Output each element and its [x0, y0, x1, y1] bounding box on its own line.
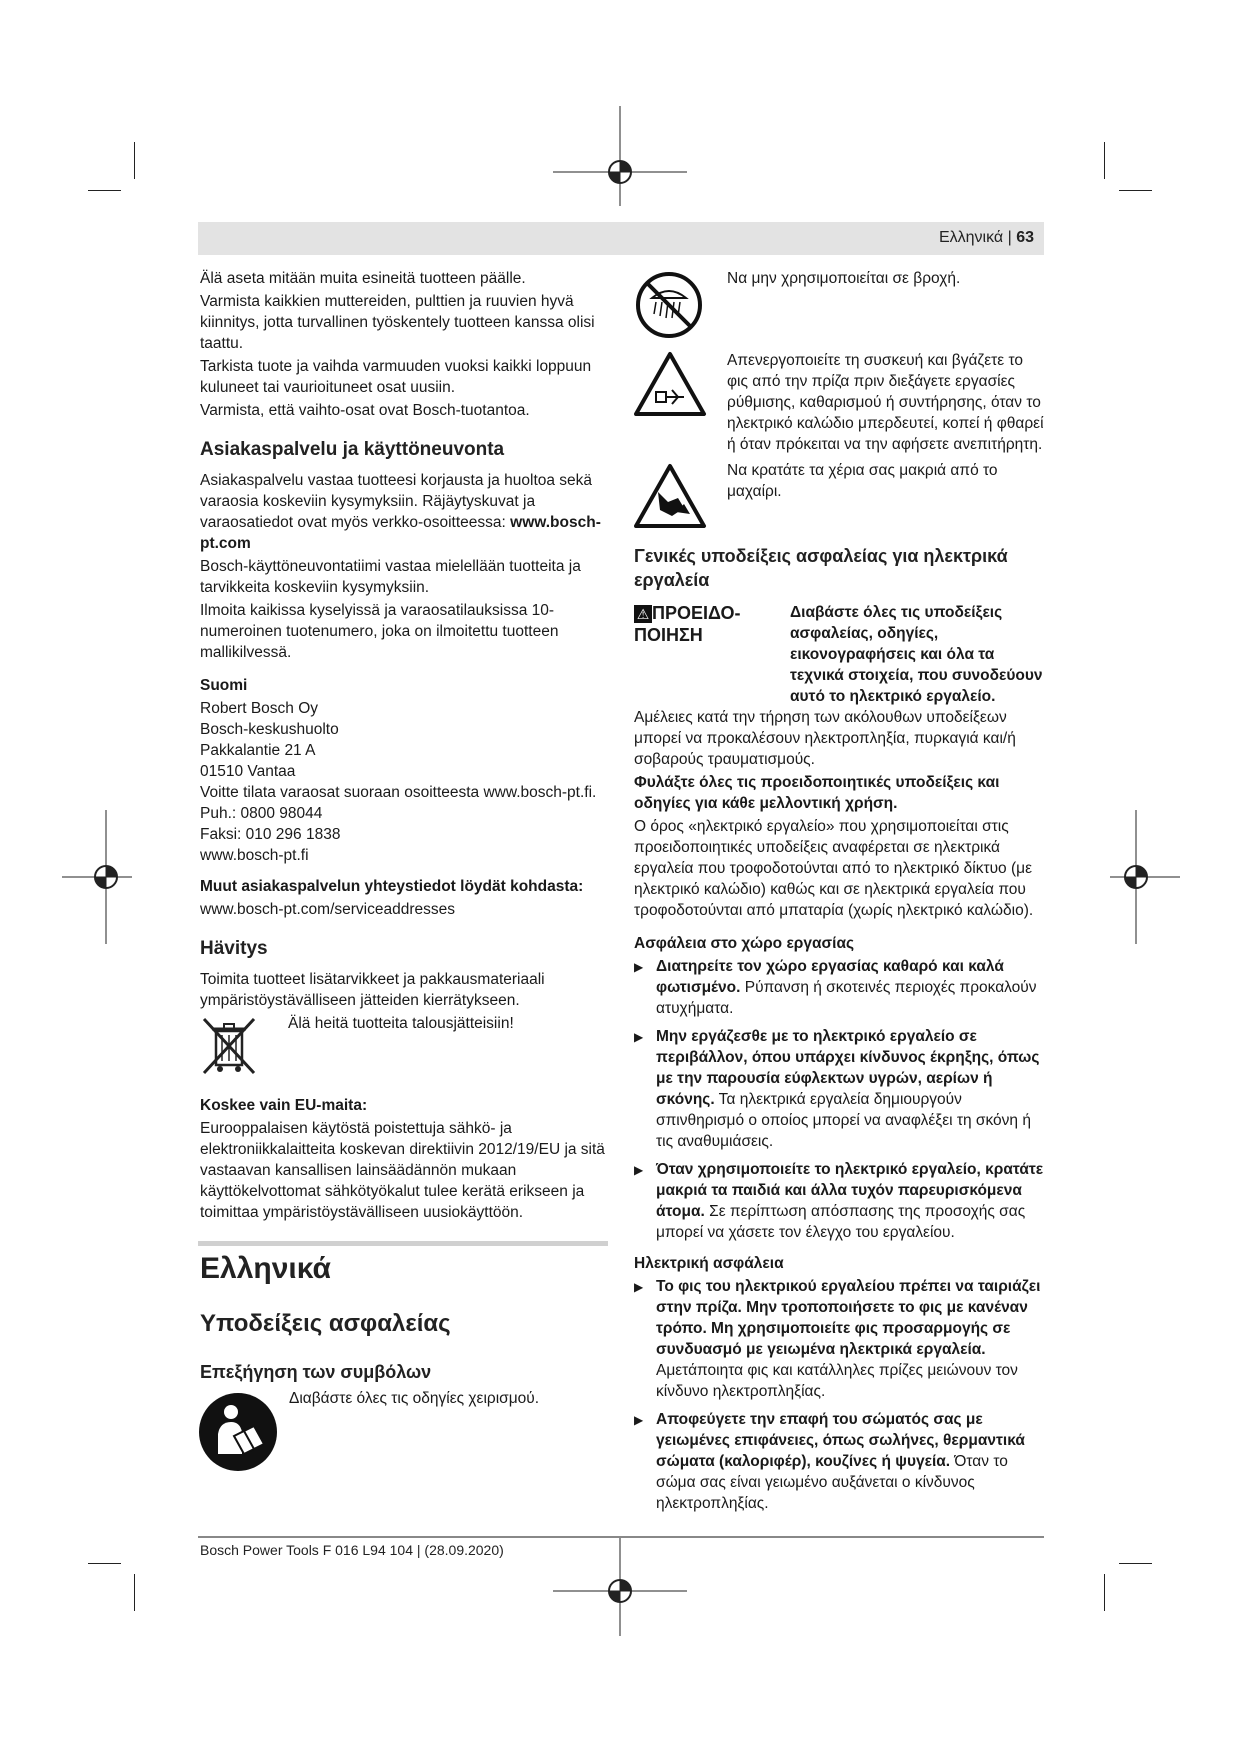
crop-mark — [1119, 190, 1152, 191]
unplug-text-part1 — [727, 350, 1047, 455]
warning-triangle-icon: ⚠ — [634, 605, 652, 623]
service-paragraph: Bosch-käyttöneuvontatiimi vastaa mielellään tuotteita ja tarvikkeita koskeviin kysymyksiin. — [200, 558, 581, 596]
read-manual-text: Διαβάστε όλες τις οδηγίες χειρισμού. — [289, 1390, 540, 1407]
crop-mark — [1104, 1574, 1105, 1611]
item-text: Αμετάποιητα φις και κατάλληλες πρίζες μειώνουν τον κίνδυνο ηλεκτροπληξίας. — [656, 1362, 1018, 1400]
symbols-title: Επεξήγηση των συμβόλων — [200, 1362, 432, 1382]
country-heading: Suomi — [200, 677, 248, 694]
address-line: Robert Bosch Oy — [200, 700, 319, 717]
service-url[interactable]: www.bosch-pt.com — [200, 514, 601, 552]
warning-text: Αμέλειες κατά την τήρηση των ακόλουθων υποδείξεων μπορεί να προκαλέσουν ηλεκτροπληξία, πυρκαγιά και/ή σοβαρούς τραυματισμούς. — [634, 709, 1016, 768]
section-rule — [198, 1241, 608, 1246]
workplace-heading: Ασφάλεια στο χώρο εργασίας — [634, 935, 855, 952]
disposal-bin-text: Älä heitä tuotteita talousjätteisiin! — [288, 1015, 514, 1032]
item-bold: Μην εργάζεσθε με το ηλεκτρικό εργαλείο σε περιβάλλον, όπου υπάρχει κίνδυνος έκρηξης, όπως με την παρουσία εύφλεκτων υγρών, αερίων ή σκόνης. — [656, 1028, 1040, 1108]
language-title: Ελληνικά — [200, 1252, 331, 1285]
address-line: 01510 Vantaa — [200, 763, 296, 780]
keep-instructions-bold: Φυλάξτε όλες τις προειδοποιητικές υποδείξεις και οδηγίες για κάθε μελλοντική χρήση. — [634, 774, 1000, 812]
item-text: Ρύπανση ή σκοτεινές περιοχές προκαλούν ατυχήματα. — [656, 979, 1037, 1017]
address-line: Pakkalantie 21 A — [200, 742, 316, 759]
intro-paragraph: Varmista, että vaihto-osat ovat Bosch-tuotantoa. — [200, 402, 530, 419]
address-block — [200, 698, 610, 866]
crossed-bin-icon — [200, 1015, 258, 1077]
crop-mark — [1119, 1563, 1152, 1564]
disposal-heading: Hävitys — [200, 938, 268, 959]
warning-bold-text: Διαβάστε όλες τις υποδείξεις ασφαλείας, οδηγίες, εικονογραφήσεις και όλα τα τεχνικά στοιχεία, που συνοδεύουν αυτό το ηλεκτρικό εργαλείο. — [790, 604, 1043, 705]
hands-away-text: Να κρατάτε τα χέρια σας μακριά από το μαχαίρι. — [727, 462, 998, 500]
item-bold: Το φις του ηλεκτρικού εργαλείου πρέπει να ταιριάζει στην πρίζα. Μην τροποποιήσετε το φις με κανέναν τρόπο. Μη χρησιμοποιείτε φις προσαρμογής σε συνδυασμό με γειωμένα ηλεκτρικά εργαλεία. — [656, 1278, 1041, 1358]
page-number: 63 — [1016, 229, 1034, 246]
service-text: Asiakaspalvelu vastaa tuotteesi korjausta ja huoltoa sekä varaosia koskeviin kysymyksiin. Räjäytyskuvat ja varaosatiedot ovat myös verkko-osoitteessa: — [200, 472, 593, 531]
warning-label — [634, 602, 774, 646]
list-item — [634, 1276, 1048, 1402]
address-line: Faksi: 010 296 1838 — [200, 826, 341, 843]
header-label: Ελληνικά | 63 — [938, 229, 1034, 246]
header-language: Ελληνικά — [938, 229, 1004, 246]
item-bold: Διατηρείτε τον χώρο εργασίας καθαρό και καλά φωτισμένο. — [656, 958, 1004, 996]
item-text: Όταν το σώμα σας είναι γειωμένο αυξάνεται ο κίνδυνος ηλεκτροπληξίας. — [656, 1453, 1008, 1512]
electrical-list — [634, 1276, 1048, 1514]
safety-title: Υποδείξεις ασφαλείας — [200, 1310, 451, 1337]
crop-mark — [1104, 142, 1105, 179]
footer-text: Bosch Power Tools F 016 L94 104 | (28.09.2020) — [200, 1542, 504, 1558]
read-manual-icon — [198, 1392, 278, 1472]
service-heading: Asiakaspalvelu ja käyttöneuvonta — [200, 439, 505, 460]
list-item — [634, 1159, 1048, 1243]
registration-mark-icon — [553, 106, 687, 206]
disposal-bin-row — [200, 1013, 610, 1083]
term-paragraph: Ο όρος «ηλεκτρικό εργαλείο» που χρησιμοποιείται στις προειδοποιητικές υποδείξεις αναφέρεται σε ηλεκτρικά εργαλεία που τροφοδοτούνται από το ηλεκτρικό δίκτυο (με ηλεκτρικό καλώδιο) καθώς και σε ηλεκτρικά εργαλεία που τροφοδοτούνται από μπαταρία (χωρίς ηλεκτρικό καλώδιο). — [634, 818, 1034, 919]
unplug-warning-icon — [632, 350, 708, 418]
right-column — [634, 544, 1048, 1521]
intro-paragraph: Tarkista tuote ja vaihda varmuuden vuoksi kaikki loppuun kuluneet tai vaurioituneet osat uusiin. — [200, 358, 592, 396]
list-item — [634, 1409, 1048, 1514]
hands-away-warning-icon — [632, 462, 708, 530]
disposal-paragraph: Toimita tuotteet lisätarvikkeet ja pakkausmateriaali ympäristöystävälliseen jätteiden kierrätykseen. — [200, 971, 545, 1009]
address-line[interactable]: www.bosch-pt.fi — [200, 847, 309, 864]
intro-paragraph: Varmista kaikkien muttereiden, pulttien ja ruuvien hyvä kiinnitys, jotta turvallinen työskentely tuotteen kanssa olisi taattu. — [200, 293, 595, 352]
unplug-text: Απενεργοποιείτε τη συσκευή και βγάζετε το φις από την πρίζα πριν διεξάγετε εργασίες ρύθμισης, καθαρισμού ή συντήρησης, όταν το ηλεκτρικό καλώδιο μπερδευτεί, κοπεί ή φθαρεί ή όταν πρόκειται να την αφήσετε ανεπιτήρητη. — [727, 352, 1044, 453]
crop-mark — [88, 190, 121, 191]
address-line: Bosch-keskushuolto — [200, 721, 339, 738]
more-contacts-url[interactable]: www.bosch-pt.com/serviceaddresses — [200, 901, 455, 918]
footer-rule — [198, 1536, 1044, 1538]
registration-mark-icon — [553, 1536, 687, 1636]
eu-label: Koskee vain EU-maita: — [200, 1097, 368, 1114]
address-line: Puh.: 0800 98044 — [200, 805, 323, 822]
eu-paragraph: Eurooppalaisen käytöstä poistettuja sähkö- ja elektroniikkalaitteita koskevan direktiivin 2012/19/EU ja sitä vastaavan kansallisen lainsäädännön mukaan käyttökelvottomat sähkötyökalut tulee kerätä erikseen ja toimittaa ympäristöystävälliseen uusiokäyttöön. — [200, 1120, 605, 1221]
registration-mark-icon — [1110, 810, 1180, 944]
crop-mark — [134, 142, 135, 179]
list-item — [634, 1026, 1048, 1152]
service-paragraph — [200, 470, 610, 554]
crop-mark — [134, 1574, 135, 1611]
list-item — [634, 956, 1048, 1019]
registration-mark-icon — [62, 810, 132, 944]
electrical-heading: Ηλεκτρική ασφάλεια — [634, 1255, 784, 1272]
no-rain-icon — [634, 270, 704, 340]
item-bold: Όταν χρησιμοποιείτε το ηλεκτρικό εργαλείο, κρατάτε μακριά τα παιδιά και άλλα τυχόν παρευρισκόμενα άτομα. — [656, 1161, 1044, 1220]
left-column — [200, 268, 610, 1225]
page-header — [198, 222, 1044, 255]
address-line: Voitte tilata varaosat suoraan osoitteesta www.bosch-pt.fi. — [200, 784, 597, 801]
crop-mark — [88, 1563, 121, 1564]
warning-label-text: ΠΡΟΕΙΔΟ-ΠΟΙΗΣΗ — [634, 603, 741, 645]
service-paragraph: Ilmoita kaikissa kyselyissä ja varaosatilauksissa 10-numeroinen tuotenumero, joka on ilmoitettu tuotteen mallikilvessä. — [200, 602, 559, 661]
more-contacts-label: Muut asiakaspalvelun yhteystiedot löydät kohdasta: — [200, 878, 584, 895]
intro-paragraph: Älä aseta mitään muita esineitä tuotteen päälle. — [200, 270, 526, 287]
item-bold: Αποφεύγετε την επαφή του σώματός σας με γειωμένες επιφάνειες, όπως σωλήνες, θερμαντικά σώματα (καλοριφέρ), κουζίνες ή ψυγεία. — [656, 1411, 1025, 1470]
workplace-list — [634, 956, 1048, 1243]
keep-instructions — [634, 772, 1048, 814]
item-text: Σε περίπτωση απόσπασης της προσοχής σας μπορεί να χάσετε τον έλεγχο του εργαλείου. — [656, 1203, 1026, 1241]
no-rain-text: Να μην χρησιμοποιείται σε βροχή. — [727, 270, 961, 287]
warning-block — [634, 602, 1048, 662]
item-text: Τα ηλεκτρικά εργαλεία δημιουργούν σπινθηρισμό ο οποίος μπορεί να αναφλέξει τη σκόνη ή τις αναθυμιάσεις. — [656, 1091, 1031, 1150]
general-safety-heading: Γενικές υποδείξεις ασφαλείας για ηλεκτρικά εργαλεία — [634, 546, 1008, 590]
